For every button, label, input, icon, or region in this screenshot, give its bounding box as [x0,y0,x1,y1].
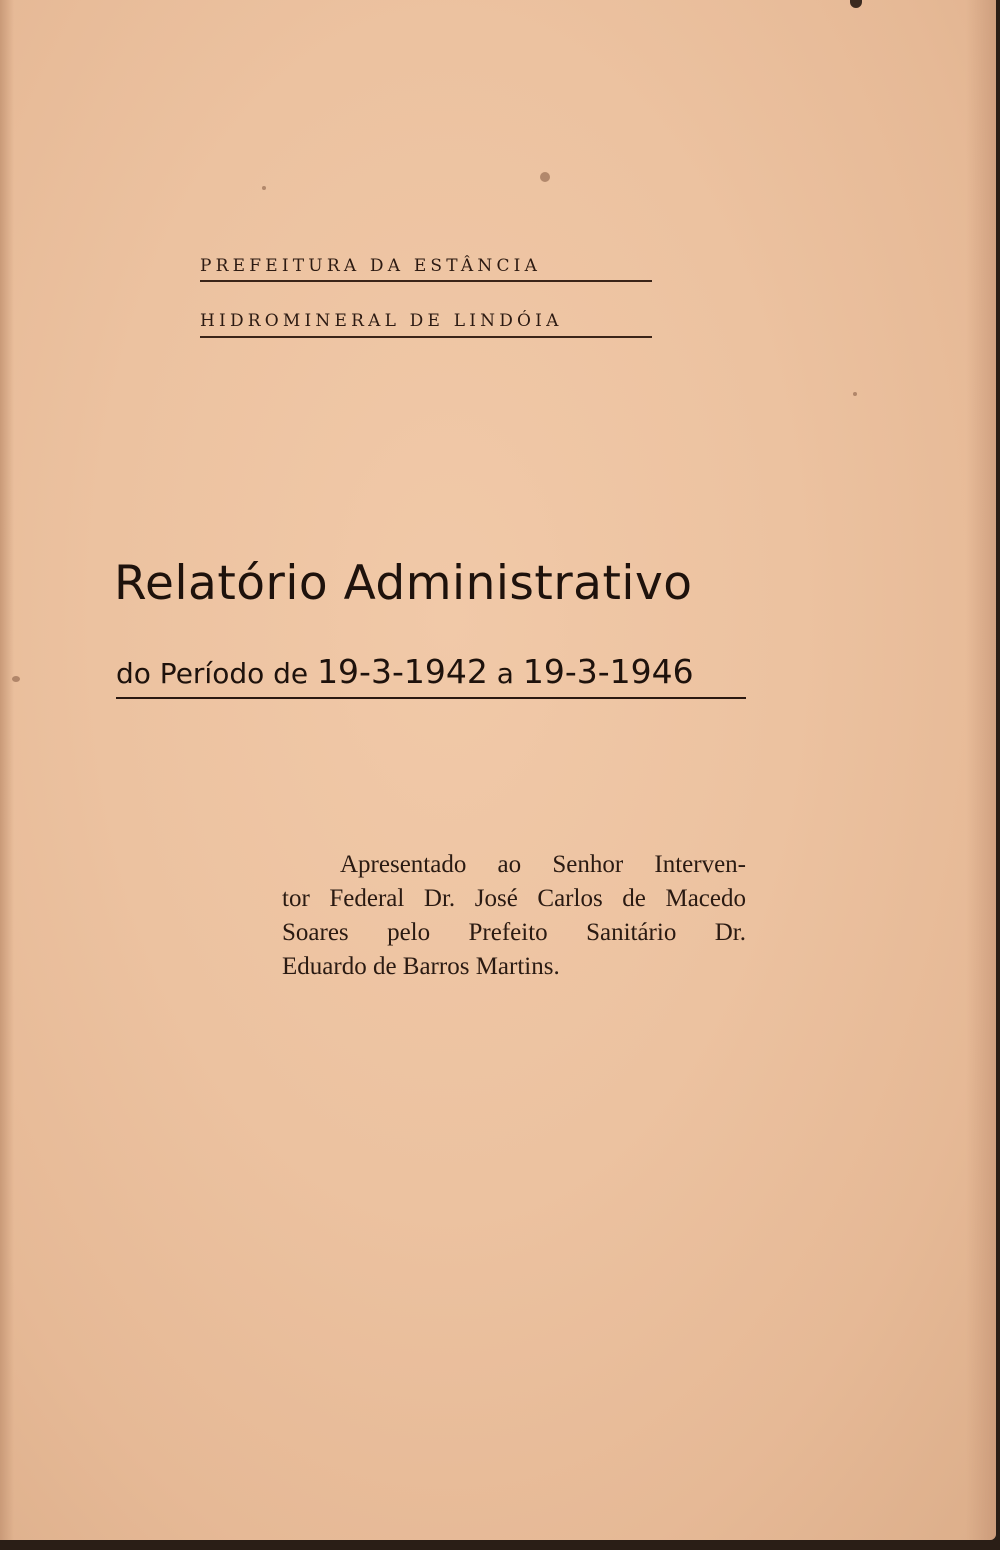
paper-speck [12,676,20,682]
document-title: Relatório Administrativo [114,556,693,611]
header-line-1: PREFEITURA DA ESTÂNCIA [200,256,542,276]
presentation-line-4: Eduardo de Barros Martins. [282,953,560,980]
ink-spot [850,0,862,8]
document-subtitle [116,652,694,691]
title-rule [116,697,746,699]
header-rule-1 [200,280,652,282]
presentation-line-1: Apresentado ao Senhor Interven- [340,851,746,878]
presentation-line-2: tor Federal Dr. José Carlos de Macedo [282,885,746,912]
subtitle-prefix: do Período de [116,657,309,690]
presentation-line-3: Soares pelo Prefeito Sanitário Dr. [282,919,746,946]
paper-speck [853,392,857,396]
header-rule-2 [200,336,652,338]
subtitle-mid: a [496,657,514,690]
paper-speck [262,186,266,190]
date-start: 19-3-1942 [317,652,488,691]
header-line-2: HIDROMINERAL DE LINDÓIA [200,311,563,331]
paper-speck [540,172,550,182]
date-end: 19-3-1946 [522,652,694,691]
presentation-paragraph [282,848,746,984]
